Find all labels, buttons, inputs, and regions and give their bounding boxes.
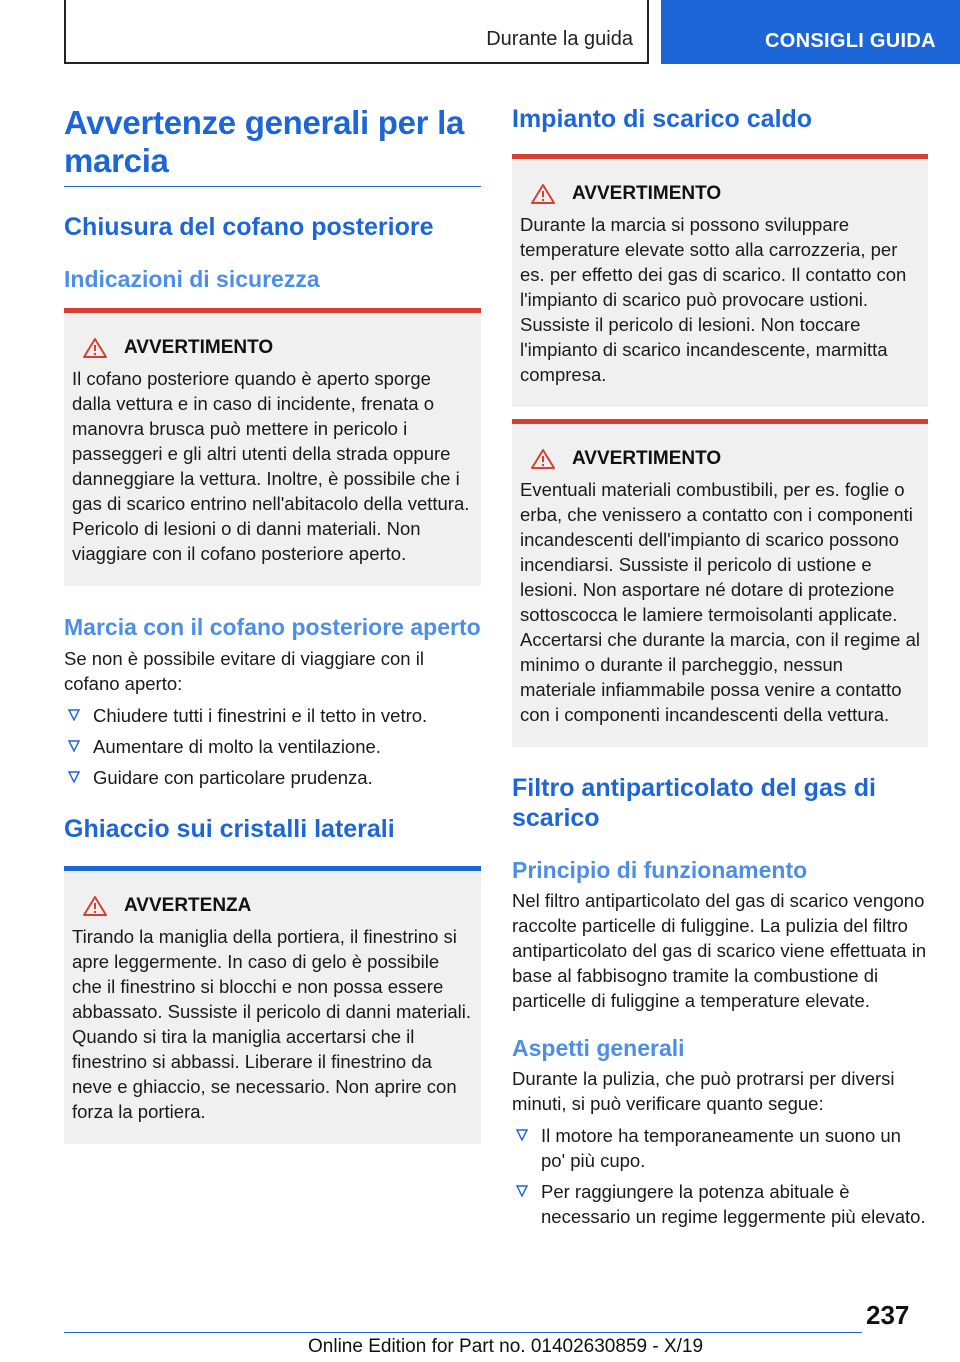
warning-text: Durante la marcia si possono sviluppare temperature elevate sotto alla carrozzeria, per es. per effetto dei gas di scarico. Il contatto con l'impianto di scarico può provocare ustioni. Sussiste il pericolo di lesioni. Non toccare l'impianto di scarico incandescente, marmitta compresa. [520,214,907,385]
list-item: Aumentare di molto la ventilazione. [64,734,481,759]
heading-exhaust: Impianto di scarico caldo [512,105,813,133]
warning-box-combustible [512,419,928,747]
triangle-bullet-icon [516,1129,528,1141]
general-intro: Durante la pulizia, che può protrarsi per diversi minuti, si può verificare quanto segue: [512,1068,895,1114]
warning-triangle-icon [530,448,556,470]
warning-label: AVVERTIMENTO [572,448,722,469]
triangle-bullet-icon [68,740,80,752]
page-title: Avvertenze generali per la marcia [64,104,464,179]
warning-box-rear-hood [64,308,481,586]
triangle-bullet-icon [68,709,80,721]
principle-text: Nel filtro antiparticolato del gas di scarico vengono raccolte particelle di fuliggine. La pulizia del filtro antiparticolato del gas di scarico viene effettuata in base al fabbisogno tramite la combustione di particelle di fuliggine a temperature elevate. [512,890,927,1011]
header-chapter-tab [661,0,960,64]
warning-triangle-icon [530,183,556,205]
warning-text: Il cofano posteriore quando è aperto sporge dalla vettura e in caso di incidente, frenata o manovra brusca può mettere in pericolo i passeggeri e gli altri utenti della strada oppure danneggiare la vettura. Inoltre, è possibile che i gas di scarico entrino nell'abitacolo della vettura. Pericolo di lesioni o di danni materiali. Non viaggiare con il cofano posteriore aperto. [72,368,470,564]
warning-text: Eventuali materiali combustibili, per es. foglie o erba, che venissero a contatto con i componenti incandescenti dell'impianto di scarico possono incendiarsi. Sussiste il pericolo di ustione e lesioni. Non asportare né dotare di protezione sottoscocca le lamiere termoisolanti applicate. Accertarsi che durante la marcia, con il regime al minimo o durante il parcheggio, nessun materiale infiammabile possa venire a contatto con i componenti incandescenti della vettura. [520,479,920,725]
heading-open-hood: Marcia con il cofano posteriore aperto [64,614,481,640]
heading-ice: Ghiaccio sui cristalli laterali [64,815,395,843]
header-section-box [64,0,649,64]
warning-triangle-icon [82,895,108,917]
list-item: Per raggiungere la potenza abituale è necessario un regime leggermente più elevato. [512,1179,928,1229]
warning-text: Tirando la maniglia della portiera, il finestrino si apre leggermente. In caso di gelo è possibile che il finestrino si blocchi e non possa essere abbassato. Sussiste il pericolo di danni materiali. Quando si tira la maniglia accertarsi che il finestrino si abbassi. Liberare il finestrino da neve e ghiaccio, se necessario. Non aprire con forza la portiera. [72,926,471,1122]
heading-particulate-filter: Filtro antiparticolato del gas di scarico [512,774,876,832]
list-item: Il motore ha temporaneamente un suono un po' più cupo. [512,1123,928,1173]
page-number: 237 [866,1300,910,1330]
heading-rear-hood: Chiusura del cofano posteriore [64,213,434,241]
header-section-title: Durante la guida [486,28,633,50]
warning-triangle-icon [82,337,108,359]
open-hood-intro: Se non è possibile evitare di viaggiare con il cofano aperto: [64,648,424,694]
heading-principle: Principio di funzionamento [512,857,808,883]
warning-box-exhaust-heat [512,154,928,407]
right-column [512,96,928,1229]
left-column [64,96,481,1144]
heading-safety: Indicazioni di sicurezza [64,266,320,292]
footer-edition: Online Edition for Part no. 01402630859 - X/19 [308,1336,704,1357]
triangle-bullet-icon [516,1185,528,1197]
warning-label: AVVERTENZA [124,895,252,916]
list-item: Guidare con particolare prudenza. [64,765,481,790]
heading-general: Aspetti generali [512,1035,685,1061]
title-divider [64,186,481,187]
open-hood-list [64,703,481,790]
warning-label: AVVERTIMENTO [124,337,274,358]
footer-divider [64,1332,862,1333]
warning-label: AVVERTIMENTO [572,183,722,204]
general-list [512,1123,928,1229]
header-chapter-title: CONSIGLI GUIDA [765,30,936,52]
warning-box-ice [64,866,481,1144]
triangle-bullet-icon [68,771,80,783]
list-item: Chiudere tutti i finestrini e il tetto in vetro. [64,703,481,728]
